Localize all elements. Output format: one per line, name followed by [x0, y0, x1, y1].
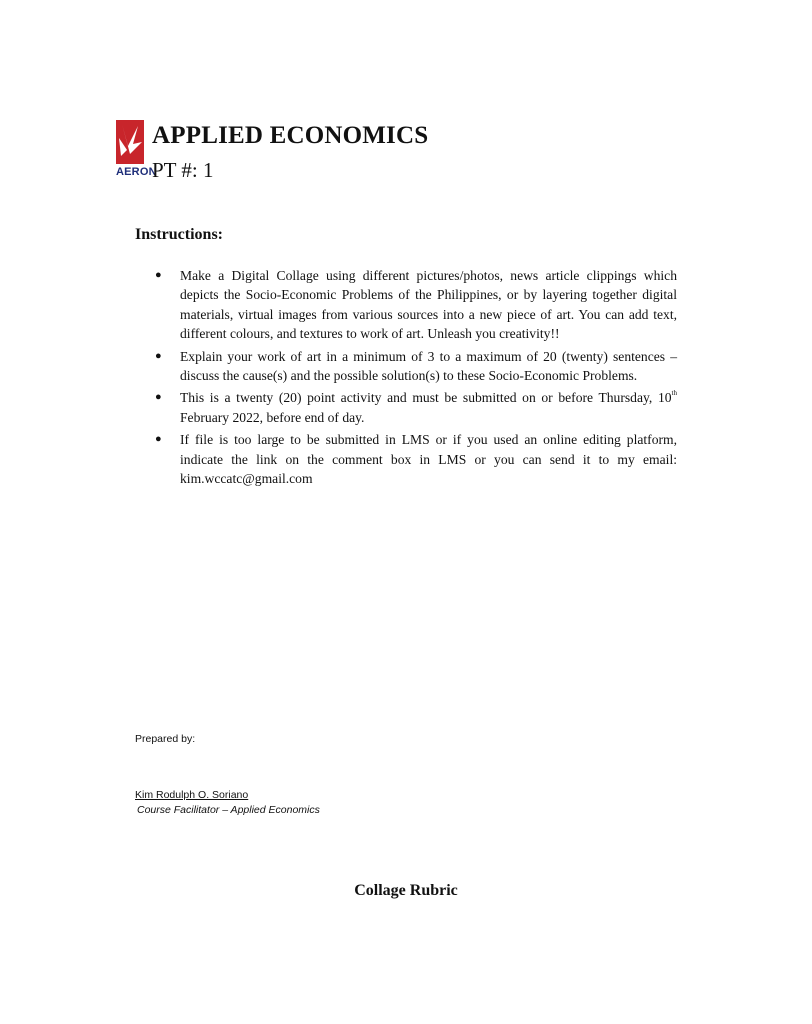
- bullet-icon: ●: [155, 391, 162, 404]
- instruction-item: [152, 430, 677, 488]
- instruction-item: [152, 266, 677, 344]
- bullet-icon: ●: [155, 433, 162, 446]
- instruction-text: Explain your work of art in a minimum of 3 to a maximum of 20 (twenty) sentences – discuss the cause(s) and the possible solution(s) to these Socio-Economic Problems.: [180, 348, 677, 384]
- instruction-text: Make a Digital Collage using different pictures/photos, news article clippings which depicts the Socio-Economic Problems of the Philippines, or by layering together digital materials, virtual images from various sources into a new piece of art. You can add text, different colours, and textures to work of art. Unleash you creativity!!: [180, 268, 677, 342]
- logo-bird-icon: [116, 120, 144, 164]
- instructions-list: [152, 266, 677, 491]
- preparer-name: Kim Rodulph O. Soriano: [135, 789, 249, 801]
- pt-label: PT #: 1: [152, 158, 214, 182]
- rubric-title: Collage Rubric: [354, 882, 458, 899]
- preparer-role: Course Facilitator – Applied Economics: [137, 804, 320, 816]
- logo-text: AERON: [116, 166, 157, 178]
- instruction-item: [152, 347, 677, 386]
- prepared-by-label: Prepared by:: [135, 733, 196, 745]
- ordinal-suffix: th: [671, 389, 677, 398]
- instructions-heading: Instructions:: [135, 226, 224, 243]
- instruction-text-cont: February 2022, before end of day.: [180, 409, 365, 425]
- bullet-icon: ●: [155, 269, 162, 281]
- bullet-icon: ●: [155, 349, 162, 362]
- aeron-logo: [116, 120, 157, 182]
- instruction-text: This is a twenty (20) point activity and must be submitted on or before Thursday, 10: [180, 390, 672, 406]
- instruction-text: If file is too large to be submitted in LMS or if you used an online editing platform, indicate the link on the comment box in LMS or you can send it to my email: kim.wccatc@gmail.com: [180, 432, 677, 487]
- document-title: APPLIED ECONOMICS: [152, 122, 429, 149]
- instruction-item: [152, 388, 677, 427]
